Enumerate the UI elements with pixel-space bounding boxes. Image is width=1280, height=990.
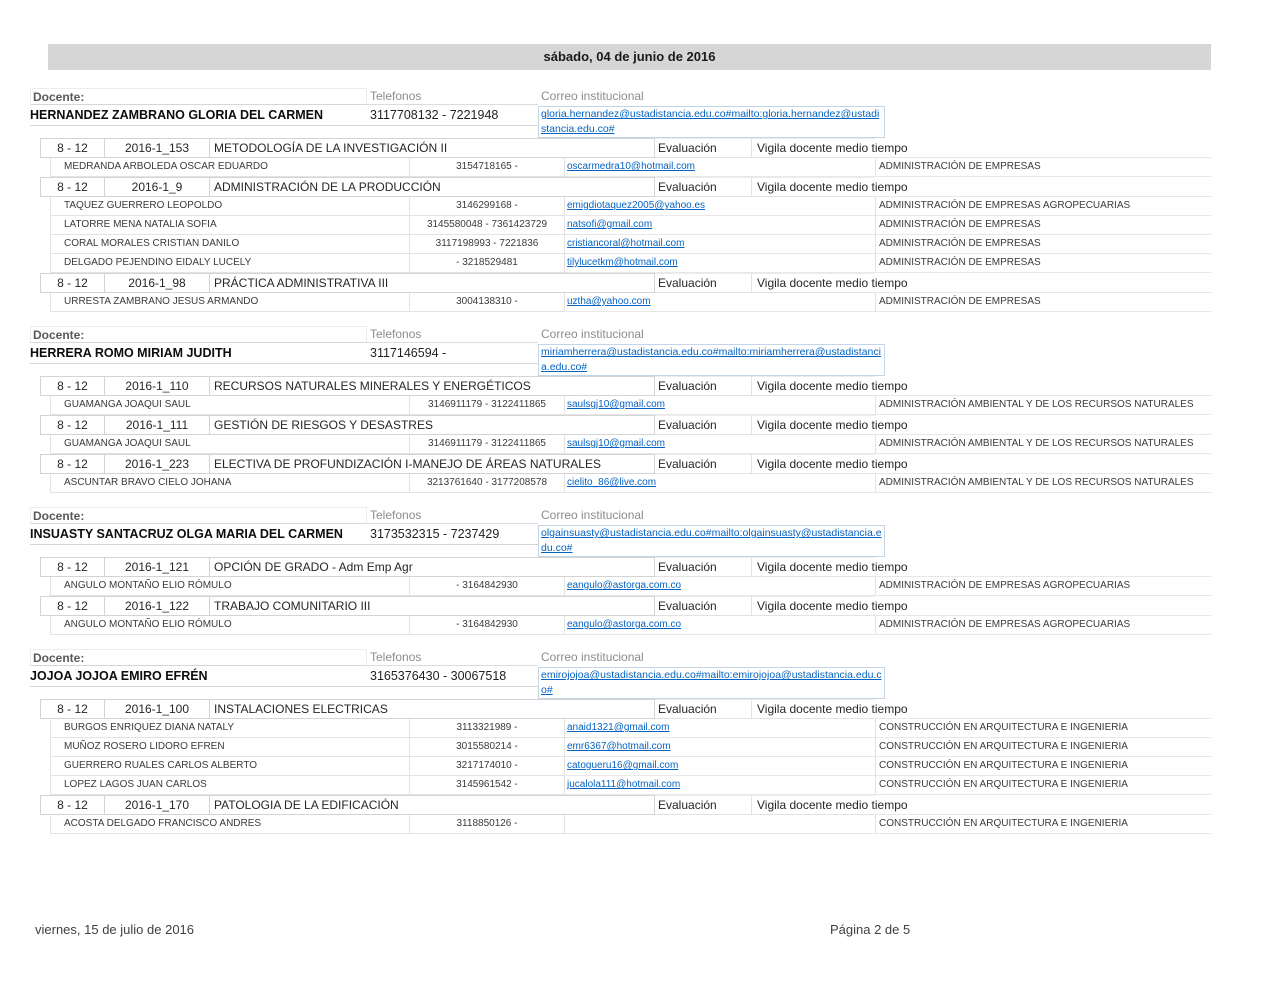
course-row-filler <box>875 177 1211 197</box>
docente-email-link[interactable]: olgainsuasty@ustadistancia.edu.co#mailto:olgainsuasty@ustadistancia.edu.co# <box>538 525 885 557</box>
course-title: OPCIÓN DE GRADO - Adm Emp Agr <box>210 557 655 577</box>
student-phone: - 3164842930 <box>410 616 565 635</box>
docente-label: Docente: <box>30 649 367 666</box>
student-email-link[interactable]: emigdiotaquez2005@yahoo.es <box>567 200 706 211</box>
course-code: 2016-1_122 <box>105 596 210 616</box>
footer-page-number: Página 2 de 5 <box>830 922 911 937</box>
docente-label: Docente: <box>30 88 367 105</box>
course-time: 8 - 12 <box>40 557 105 577</box>
course-row <box>40 273 1211 293</box>
student-phone: 3146911179 - 3122411865 <box>410 435 565 454</box>
student-email-cell <box>565 757 875 776</box>
student-email-link[interactable]: uztha@yahoo.com <box>567 296 651 307</box>
student-phone: 3145961542 - <box>410 776 565 795</box>
student-phone: 3213761640 - 3177208578 <box>410 474 565 493</box>
docente-section <box>30 507 1211 635</box>
student-program: ADMINISTRACIÓN DE EMPRESAS AGROPECUARIAS <box>875 197 1211 216</box>
student-email-link[interactable]: oscarmedra10@hotmail.com <box>567 161 695 172</box>
student-program: ADMINISTRACIÓN DE EMPRESAS <box>875 216 1211 235</box>
student-name: DELGADO PEJENDINO EIDALY LUCELY <box>50 254 410 273</box>
student-program: CONSTRUCCIÓN EN ARQUITECTURA E INGENIERIA <box>875 815 1211 834</box>
docente-phones: 3165376430 - 30067518 <box>367 667 538 687</box>
evaluacion-label: Evaluación <box>655 454 752 474</box>
course-row-filler <box>875 795 1211 815</box>
evaluacion-label: Evaluación <box>655 376 752 396</box>
sections <box>30 88 1211 834</box>
course-row <box>40 596 1211 616</box>
student-row <box>50 197 1211 216</box>
course-row-filler <box>875 699 1211 719</box>
student-phone: - 3218529481 <box>410 254 565 273</box>
course-code: 2016-1_153 <box>105 138 210 158</box>
student-email-cell <box>565 158 875 177</box>
student-row <box>50 254 1211 273</box>
date-header-bar <box>48 44 1211 70</box>
student-email-link[interactable]: saulsgj10@gmail.com <box>567 399 665 410</box>
student-email-cell <box>565 776 875 795</box>
course-code: 2016-1_111 <box>105 415 210 435</box>
student-phone: 3004138310 - <box>410 293 565 312</box>
course-row <box>40 795 1211 815</box>
docente-label: Docente: <box>30 507 367 524</box>
student-email-link[interactable]: natsofi@gmail.com <box>567 219 653 230</box>
vigila-label: Vigila docente medio tiempo <box>752 138 875 158</box>
course-row-filler <box>875 273 1211 293</box>
student-name: MUÑOZ ROSERO LIDORO EFREN <box>50 738 410 757</box>
docente-section <box>30 649 1211 834</box>
student-email-cell <box>565 396 875 415</box>
student-program: ADMINISTRACIÓN DE EMPRESAS <box>875 254 1211 273</box>
course-code: 2016-1_121 <box>105 557 210 577</box>
student-email-cell <box>565 577 875 596</box>
student-row <box>50 616 1211 635</box>
student-email-cell <box>565 738 875 757</box>
student-row <box>50 293 1211 312</box>
course-row <box>40 177 1211 197</box>
course-title: ELECTIVA DE PROFUNDIZACIÓN I-MANEJO DE ÁREAS NATURALES <box>210 454 655 474</box>
student-phone: 3145580048 - 7361423729 <box>410 216 565 235</box>
course-code: 2016-1_100 <box>105 699 210 719</box>
course-row <box>40 699 1211 719</box>
student-email-cell <box>565 815 875 834</box>
student-program: ADMINISTRACIÓN DE EMPRESAS <box>875 158 1211 177</box>
vigila-label: Vigila docente medio tiempo <box>752 376 875 396</box>
student-row <box>50 235 1211 254</box>
docente-email-cell <box>538 105 888 138</box>
student-phone: 3015580214 - <box>410 738 565 757</box>
student-name: ASCUNTAR BRAVO CIELO JOHANA <box>50 474 410 493</box>
course-row-filler <box>875 596 1211 616</box>
docente-section <box>30 326 1211 493</box>
correo-label: Correo institucional <box>541 89 644 103</box>
telefonos-label: Telefonos <box>367 507 538 524</box>
docente-header <box>30 326 1211 376</box>
vigila-label: Vigila docente medio tiempo <box>752 415 875 435</box>
course-time: 8 - 12 <box>40 138 105 158</box>
course-title: TRABAJO COMUNITARIO III <box>210 596 655 616</box>
course-row-filler <box>875 376 1211 396</box>
course-code: 2016-1_98 <box>105 273 210 293</box>
student-name: GUAMANGA JOAQUI SAUL <box>50 396 410 415</box>
student-email-cell <box>565 616 875 635</box>
docente-name: HERRERA ROMO MIRIAM JUDITH <box>30 344 367 364</box>
course-title: PATOLOGIA DE LA EDIFICACIÓN <box>210 795 655 815</box>
docente-email-cell <box>538 524 888 557</box>
student-email-link[interactable]: eangulo@astorga.com.co <box>567 619 682 630</box>
docente-phones: 3117146594 - <box>367 344 538 364</box>
docente-label: Docente: <box>30 326 367 343</box>
course-time: 8 - 12 <box>40 376 105 396</box>
docente-name: JOJOA JOJOA EMIRO EFRÉN <box>30 667 367 687</box>
student-program: ADMINISTRACIÓN DE EMPRESAS AGROPECUARIAS <box>875 577 1211 596</box>
student-phone: 3117198993 - 7221836 <box>410 235 565 254</box>
course-time: 8 - 12 <box>40 795 105 815</box>
student-name: URRESTA ZAMBRANO JESUS ARMANDO <box>50 293 410 312</box>
correo-label: Correo institucional <box>541 650 644 664</box>
course-time: 8 - 12 <box>40 699 105 719</box>
docente-header <box>30 649 1211 699</box>
student-program: ADMINISTRACIÓN AMBIENTAL Y DE LOS RECURSOS NATURALES <box>875 435 1211 454</box>
docente-section <box>30 88 1211 312</box>
course-time: 8 - 12 <box>40 415 105 435</box>
header-date: sábado, 04 de junio de 2016 <box>543 49 716 64</box>
student-email-link[interactable]: emr6367@hotmail.com <box>567 741 671 752</box>
student-email-link[interactable]: eangulo@astorga.com.co <box>567 580 682 591</box>
docente-email-link[interactable]: miriamherrera@ustadistancia.edu.co#mailto:miriamherrera@ustadistancia.edu.co# <box>538 344 885 376</box>
evaluacion-label: Evaluación <box>655 699 752 719</box>
student-email-link[interactable]: cielito_86@live.com <box>567 477 657 488</box>
student-email-link[interactable]: cristiancoral@hotmail.com <box>567 238 685 249</box>
student-name: ACOSTA DELGADO FRANCISCO ANDRES <box>50 815 410 834</box>
docente-phones: 3173532315 - 7237429 <box>367 525 538 545</box>
student-name: GUAMANGA JOAQUI SAUL <box>50 435 410 454</box>
student-name: ANGULO MONTAÑO ELIO RÓMULO <box>50 616 410 635</box>
student-email-cell <box>565 435 875 454</box>
student-name: ANGULO MONTAÑO ELIO RÓMULO <box>50 577 410 596</box>
course-time: 8 - 12 <box>40 454 105 474</box>
docente-name: INSUASTY SANTACRUZ OLGA MARIA DEL CARMEN <box>30 525 367 545</box>
student-name: LOPEZ LAGOS JUAN CARLOS <box>50 776 410 795</box>
student-row <box>50 776 1211 795</box>
student-email-cell <box>565 254 875 273</box>
student-name: GUERRERO RUALES CARLOS ALBERTO <box>50 757 410 776</box>
course-title: RECURSOS NATURALES MINERALES Y ENERGÉTICOS <box>210 376 655 396</box>
student-phone: 3113321989 - <box>410 719 565 738</box>
evaluacion-label: Evaluación <box>655 415 752 435</box>
course-time: 8 - 12 <box>40 177 105 197</box>
student-email-cell <box>565 216 875 235</box>
course-code: 2016-1_223 <box>105 454 210 474</box>
student-row <box>50 577 1211 596</box>
student-row <box>50 474 1211 493</box>
telefonos-label: Telefonos <box>367 88 538 105</box>
student-program: CONSTRUCCIÓN EN ARQUITECTURA E INGENIERIA <box>875 757 1211 776</box>
course-row-filler <box>875 138 1211 158</box>
course-row-filler <box>875 557 1211 577</box>
student-email-link[interactable]: tilylucetkm@hotmail.com <box>567 257 678 268</box>
course-time: 8 - 12 <box>40 273 105 293</box>
course-row-filler <box>875 415 1211 435</box>
course-row <box>40 415 1211 435</box>
student-row <box>50 435 1211 454</box>
student-email-link[interactable]: saulsgj10@gmail.com <box>567 438 665 449</box>
vigila-label: Vigila docente medio tiempo <box>752 273 875 293</box>
student-program: ADMINISTRACIÓN DE EMPRESAS <box>875 235 1211 254</box>
course-row-filler <box>875 454 1211 474</box>
student-email-link[interactable]: jucalola111@hotmail.com <box>567 779 681 790</box>
student-program: CONSTRUCCIÓN EN ARQUITECTURA E INGENIERIA <box>875 719 1211 738</box>
student-name: LATORRE MENA NATALIA SOFIA <box>50 216 410 235</box>
student-program: ADMINISTRACIÓN AMBIENTAL Y DE LOS RECURSOS NATURALES <box>875 474 1211 493</box>
course-row <box>40 376 1211 396</box>
student-program: CONSTRUCCIÓN EN ARQUITECTURA E INGENIERIA <box>875 738 1211 757</box>
student-program: ADMINISTRACIÓN DE EMPRESAS <box>875 293 1211 312</box>
vigila-label: Vigila docente medio tiempo <box>752 795 875 815</box>
student-row <box>50 815 1211 834</box>
student-phone: 3146299168 - <box>410 197 565 216</box>
course-title: ADMINISTRACIÓN DE LA PRODUCCIÓN <box>210 177 655 197</box>
student-name: TAQUEZ GUERRERO LEOPOLDO <box>50 197 410 216</box>
course-title: INSTALACIONES ELECTRICAS <box>210 699 655 719</box>
student-program: ADMINISTRACIÓN AMBIENTAL Y DE LOS RECURSOS NATURALES <box>875 396 1211 415</box>
student-phone: 3146911179 - 3122411865 <box>410 396 565 415</box>
evaluacion-label: Evaluación <box>655 795 752 815</box>
student-row <box>50 158 1211 177</box>
student-phone: - 3164842930 <box>410 577 565 596</box>
student-phone: 3217174010 - <box>410 757 565 776</box>
student-email-cell <box>565 235 875 254</box>
vigila-label: Vigila docente medio tiempo <box>752 596 875 616</box>
docente-email-cell <box>538 343 888 376</box>
course-time: 8 - 12 <box>40 596 105 616</box>
evaluacion-label: Evaluación <box>655 273 752 293</box>
docente-email-link[interactable]: gloria.hernandez@ustadistancia.edu.co#mailto:gloria.hernandez@ustadistancia.edu.co# <box>538 106 885 138</box>
course-row <box>40 454 1211 474</box>
student-email-link[interactable]: anaid1321@gmail.com <box>567 722 670 733</box>
student-program: CONSTRUCCIÓN EN ARQUITECTURA E INGENIERIA <box>875 776 1211 795</box>
student-name: MEDRANDA ARBOLEDA OSCAR EDUARDO <box>50 158 410 177</box>
docente-email-cell <box>538 666 888 699</box>
student-row <box>50 719 1211 738</box>
evaluacion-label: Evaluación <box>655 138 752 158</box>
telefonos-label: Telefonos <box>367 326 538 343</box>
course-code: 2016-1_9 <box>105 177 210 197</box>
student-email-cell <box>565 293 875 312</box>
docente-header <box>30 88 1211 138</box>
student-program: ADMINISTRACIÓN DE EMPRESAS AGROPECUARIAS <box>875 616 1211 635</box>
docente-header <box>30 507 1211 557</box>
correo-label: Correo institucional <box>541 327 644 341</box>
vigila-label: Vigila docente medio tiempo <box>752 177 875 197</box>
course-row <box>40 557 1211 577</box>
vigila-label: Vigila docente medio tiempo <box>752 557 875 577</box>
student-phone: 3154718165 - <box>410 158 565 177</box>
course-title: GESTIÓN DE RIESGOS Y DESASTRES <box>210 415 655 435</box>
correo-label: Correo institucional <box>541 508 644 522</box>
telefonos-label: Telefonos <box>367 649 538 666</box>
course-row <box>40 138 1211 158</box>
student-row <box>50 757 1211 776</box>
evaluacion-label: Evaluación <box>655 596 752 616</box>
student-row <box>50 396 1211 415</box>
student-email-link[interactable]: catogueru16@gmail.com <box>567 760 679 771</box>
docente-phones: 3117708132 - 7221948 <box>367 106 538 126</box>
course-title: METODOLOGÍA DE LA INVESTIGACIÓN II <box>210 138 655 158</box>
student-name: BURGOS ENRIQUEZ DIANA NATALY <box>50 719 410 738</box>
evaluacion-label: Evaluación <box>655 557 752 577</box>
student-name: CORAL MORALES CRISTIAN DANILO <box>50 235 410 254</box>
student-email-cell <box>565 197 875 216</box>
vigila-label: Vigila docente medio tiempo <box>752 699 875 719</box>
course-code: 2016-1_170 <box>105 795 210 815</box>
student-row <box>50 738 1211 757</box>
student-phone: 3118850126 - <box>410 815 565 834</box>
course-title: PRÁCTICA ADMINISTRATIVA III <box>210 273 655 293</box>
course-code: 2016-1_110 <box>105 376 210 396</box>
student-email-cell <box>565 474 875 493</box>
vigila-label: Vigila docente medio tiempo <box>752 454 875 474</box>
student-email-cell <box>565 719 875 738</box>
student-row <box>50 216 1211 235</box>
docente-email-link[interactable]: emirojojoa@ustadistancia.edu.co#mailto:emirojojoa@ustadistancia.edu.co# <box>538 667 885 699</box>
evaluacion-label: Evaluación <box>655 177 752 197</box>
footer-date: viernes, 15 de julio de 2016 <box>35 922 195 937</box>
docente-name: HERNANDEZ ZAMBRANO GLORIA DEL CARMEN <box>30 106 367 126</box>
